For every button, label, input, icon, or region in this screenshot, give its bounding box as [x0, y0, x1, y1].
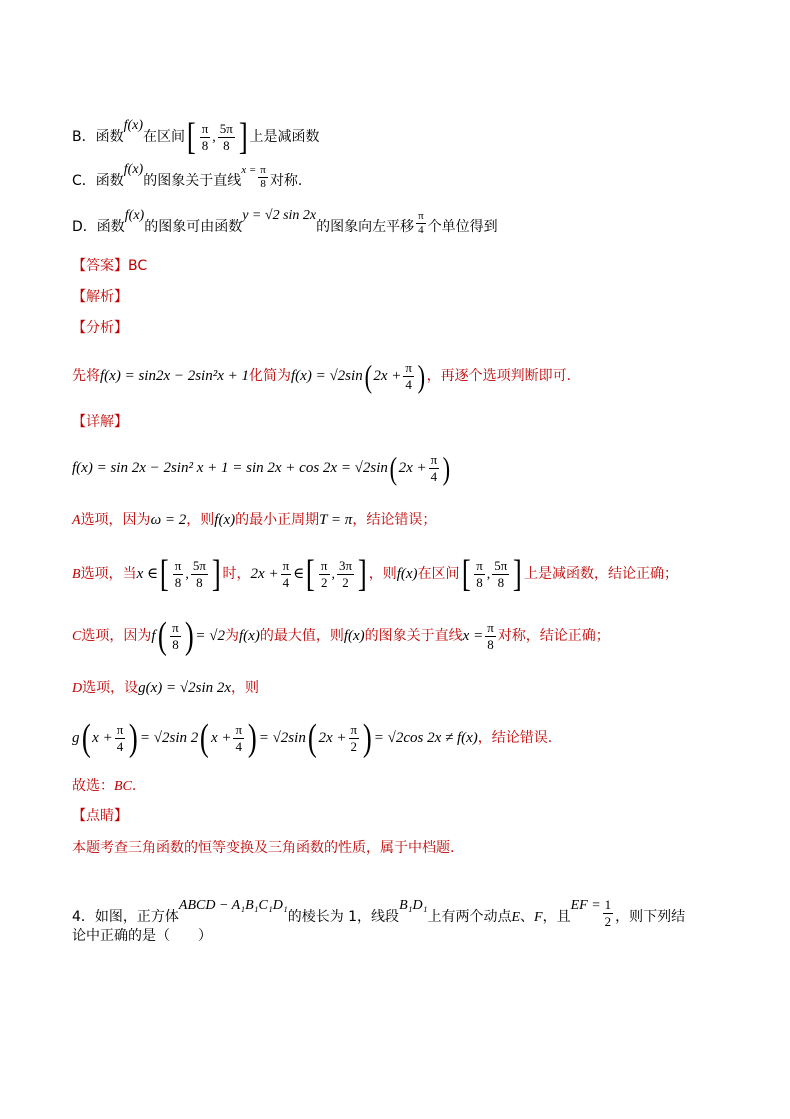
math-fx: f(x)	[123, 162, 144, 177]
text: 在区间	[143, 129, 186, 145]
answer: 【答案】BC	[72, 258, 148, 274]
text: D．函数	[72, 219, 125, 235]
fraction: $\frac{5\pi}{8}$	[219, 120, 233, 153]
math-fx: f(x)	[124, 208, 145, 223]
xiangjie-heading: 【详解】	[72, 414, 128, 430]
bracket: ]	[238, 116, 248, 158]
option-b: B．函数f(x)在区间[ $\frac{\pi}{8}$ , $\frac{5\pi}{8}$ ] 上是减函数	[72, 116, 320, 158]
dianjing-text: 本题考查三角函数的恒等变换及三角函数的性质，属于中档题.	[72, 840, 455, 856]
text: 上是减函数	[249, 129, 320, 145]
fenxi-text: 先将f(x) = sin2x − 2sin²x + 1化简为f(x) = √2sin( 2x + $\frac{\pi}{4}$ ) ，再逐个选项判断即可.	[72, 358, 572, 394]
fenxi-heading: 【分析】	[72, 320, 128, 336]
option-d	[72, 206, 498, 237]
text: 对称.	[269, 173, 303, 189]
solution-d-expression: g( x + $\frac{\pi}{4}$ ) = √2sin 2( x + $\frac{\pi}{4}$ ) = √2sin( 2x + $\frac{\pi}{2}$ ) = √2cos 2x ≠ f(x)，结论错误.	[72, 717, 553, 759]
option-c	[72, 160, 302, 191]
solution-a: A选项，因为ω = 2，则f(x)的最小正周期T = π，结论错误；	[72, 512, 437, 528]
question-4: 4．如图，正方体ABCD − A₁B₁C₁D₁的棱长为 1，线段B₁D₁上有两个动点E、F，且EF = $\frac{1}{2}$ ，则下列结	[72, 897, 686, 929]
question-4-line2: 论中正确的是（ ）	[72, 928, 212, 944]
math-fx: f(x)	[123, 118, 144, 133]
solution-d: D选项，设g(x) = √2sin 2x，则	[72, 680, 260, 696]
detail-expression: f(x) = sin 2x − 2sin² x + 1 = sin 2x + cos 2x = √2sin( 2x + $\frac{\pi}{4}$ )	[72, 450, 451, 486]
math: y = √2 sin 2x	[242, 208, 317, 223]
fraction: $\frac{\pi}{8}$	[260, 164, 266, 190]
text: 的图象关于直线	[143, 173, 242, 189]
text: 的图象向左平移	[316, 219, 415, 235]
final-answer: 故选：BC.	[72, 778, 137, 794]
fraction: $\frac{\pi}{8}$	[201, 120, 209, 153]
dianjing-heading: 【点睛】	[72, 808, 128, 824]
solution-c: C选项，因为f( $\frac{\pi}{8}$ ) = √2为f(x)的最大值，则f(x)的图象关于直线x = $\frac{\pi}{8}$ 对称，结论正确；	[72, 615, 610, 657]
analysis-heading: 【解析】	[72, 289, 128, 305]
text: C．函数	[72, 173, 124, 189]
text: 的图象可由函数	[144, 219, 243, 235]
fraction: $\frac{\pi}{4}$	[418, 210, 424, 236]
bracket: [	[186, 116, 196, 158]
solution-b: B选项，当x ∈[ $\frac{\pi}{8}$ , $\frac{5\pi}{8}$ ] 时，2x + $\frac{\pi}{4}$ ∈[ $\frac{\pi}{2}$ , $\frac{3\pi}{2}$ ] ，则f(x)在区间[ $\frac{\pi}{8}$ , $\frac{5\pi}{8}$ ] 上是减函数，结论正确；	[72, 553, 679, 595]
math: x =	[241, 164, 257, 176]
text: B．函数	[72, 129, 124, 145]
text: 个单位得到	[427, 219, 498, 235]
